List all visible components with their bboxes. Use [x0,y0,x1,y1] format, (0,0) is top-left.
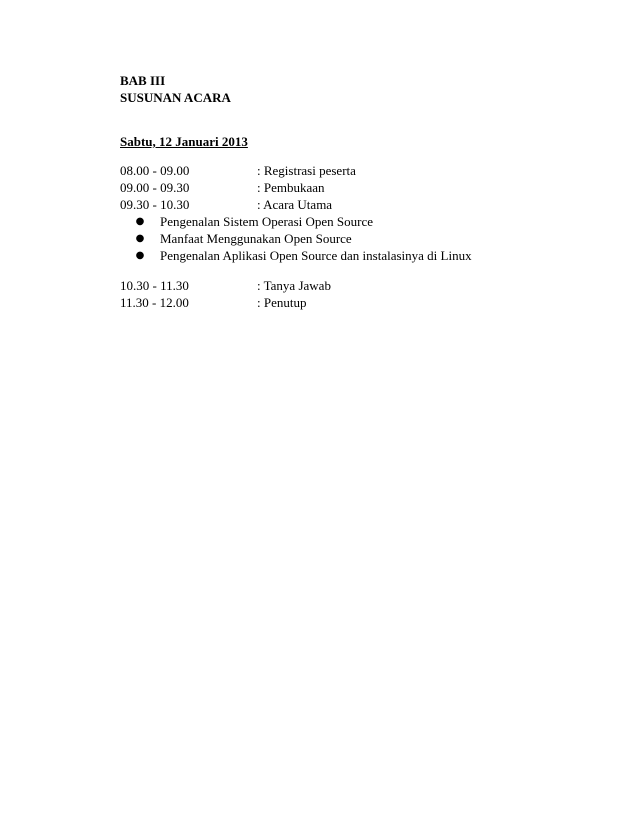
schedule-activity: : Tanya Jawab [257,278,331,293]
schedule-list [120,162,580,264]
list-item [120,230,580,247]
schedule-row [120,294,580,311]
bullet-icon: ● [135,216,145,227]
schedule-row [120,196,580,213]
main-topics-list [120,213,580,264]
list-item [120,247,580,264]
schedule-activity: : Pembukaan [257,180,325,195]
schedule-time: 11.30 - 12.00 [120,295,189,310]
schedule-time: 10.30 - 11.30 [120,278,189,293]
schedule-time: 09.00 - 09.30 [120,180,190,195]
bullet-icon: ● [135,233,145,244]
schedule-time: 09.30 - 10.30 [120,197,190,212]
schedule-row [120,179,580,196]
schedule-row [120,162,580,179]
schedule-activity: : Penutup [257,295,307,310]
schedule-activity: : Acara Utama [257,197,333,212]
event-date: Sabtu, 12 Januari 2013 [120,134,248,149]
schedule-time: 08.00 - 09.00 [120,163,190,178]
document-content [120,72,580,311]
topic-text: Pengenalan Aplikasi Open Source dan instalasinya di Linux [160,248,472,263]
schedule-activity: : Registrasi peserta [257,163,356,178]
schedule-list-after [120,277,580,311]
list-item [120,213,580,230]
bullet-icon: ● [135,250,145,261]
chapter-title: SUSUNAN ACARA [120,90,231,105]
schedule-row [120,277,580,294]
topic-text: Pengenalan Sistem Operasi Open Source [160,214,374,229]
chapter-number: BAB III [120,73,166,88]
topic-text: Manfaat Menggunakan Open Source [160,231,352,246]
